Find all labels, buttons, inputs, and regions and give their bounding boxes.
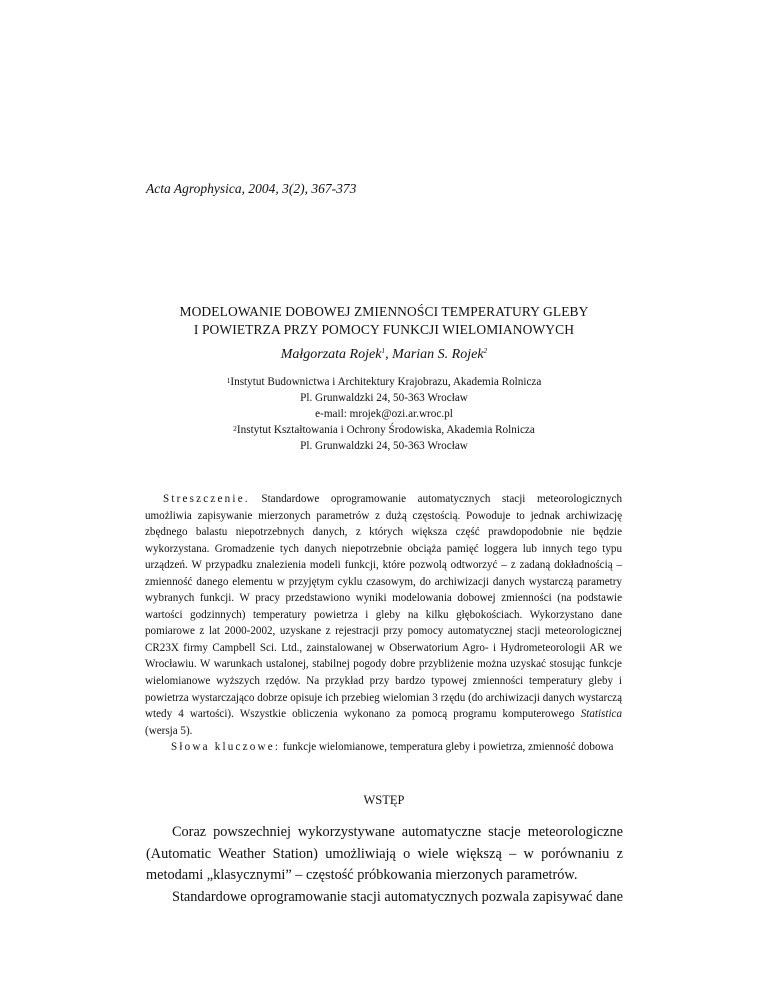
affiliation-email: e-mail: mrojek@ozi.ar.wroc.pl <box>315 408 453 420</box>
author-affiliation-mark: 1 <box>381 346 386 355</box>
article-title <box>100 303 668 339</box>
keywords-text: funkcje wielomianowe, temperatura gleby i powietrza, zmienność dobowa <box>280 741 614 753</box>
affiliations <box>100 374 668 454</box>
article-title-line-1: MODELOWANIE DOBOWEJ ZMIENNOŚCI TEMPERATURY GLEBY <box>179 304 589 319</box>
abstract-label: Streszczenie. <box>163 493 250 505</box>
author-name: Marian S. Rojek <box>392 347 484 362</box>
body-paragraph <box>146 822 623 908</box>
abstract <box>145 491 622 739</box>
affiliation-2 <box>100 422 668 438</box>
affiliation-mark: 2 <box>233 424 237 433</box>
software-name: Statistica <box>580 708 622 721</box>
affiliation-name: Instytut Kształtowania i Ochrony Środowiska, Akademia Rolnicza <box>236 424 535 436</box>
author-list <box>100 347 668 363</box>
author-affiliation-mark: 2 <box>483 346 488 355</box>
journal-reference: Acta Agrophysica, 2004, 3(2), 367-373 <box>146 181 357 196</box>
affiliation-name: Instytut Budownictwa i Architektury Krajobrazu, Akademia Rolnicza <box>230 376 542 388</box>
article-title-line-2: I POWIETRZA PRZY POMOCY FUNKCJI WIELOMIANOWYCH <box>193 322 575 337</box>
author-separator: , <box>385 347 393 362</box>
affiliation-1 <box>100 374 668 390</box>
affiliation-address: Pl. Grunwaldzki 24, 50-363 Wrocław <box>300 440 468 452</box>
affiliation-mark: 1 <box>226 376 231 385</box>
keywords-label: Słowa kluczowe: <box>171 741 281 753</box>
body-paragraph-last-line: Standardowe oprogramowanie stacji automatycznych pozwala zapisywać dane <box>172 888 623 905</box>
abstract-text-end: (wersja 5). <box>145 724 193 737</box>
affiliation-address: Pl. Grunwaldzki 24, 50-363 Wrocław <box>300 392 468 404</box>
abstract-text: Standardowe oprogramowanie automatycznych stacji meteorologicznych umożliwia zapisywanie mierzonych parametrów z dużą częstością. Powoduje to jednak archiwizację zbędnego balastu niepotrzebnych danych, z których większa część prawdopodobnie nie będzie wykorzystana. Gromadzenie tych danych niepotrzebnie obciąża pamięć loggera lub innych tego typu urządzeń. W przypadku znalezienia modeli funkcji, które pozwolą odtworzyć – z zadaną dokładnością – zmienność danego elementu w przyjętym cyklu czasowym, do archiwizacji danych wystarczą parametry wybranych funkcji. W pracy przedstawiono wyniki modelowania dobowej zmienności (na podstawie wartości godzinnych) temperatury powietrza i gleby na kilku głębokościach. Wykorzystano dane pomiarowe z lat 2000-2002, uzyskane z rejestracji przy pomocy automatycznej stacji meteorologicznej CR23X firmy Campbell Sci. Ltd., zainstalowanej w Obserwatorium Agro- i Hydrometeorologii AR we Wrocławiu. W warunkach ustalonej, stabilnej pogody dobre przybliżenie można uzyskać stosując funkcje wielomianowe wyższych rzędów. Na przykład przy bardzo typowej zmienności temperatury gleby i powietrza wystarczająco dobrze opisuje ich przebieg wielomian 3 rzędu (do archiwizacji danych wystarczą wtedy 4 wartości). Wszystkie obliczenia wykonano za pomocą programu komputerowego <box>145 493 622 721</box>
section-heading: WSTĘP <box>363 793 405 807</box>
author-name: Małgorzata Rojek <box>280 347 382 362</box>
body-paragraph-text: Coraz powszechniej wykorzystywane automatyczne stacje meteorologiczne (Automatic Weather Station) umożliwiają o wiele większą – w porównaniu z metodami „klasycznymi” – częstość próbkowania mierzonych parametrów. <box>146 824 623 884</box>
keywords <box>145 739 622 755</box>
